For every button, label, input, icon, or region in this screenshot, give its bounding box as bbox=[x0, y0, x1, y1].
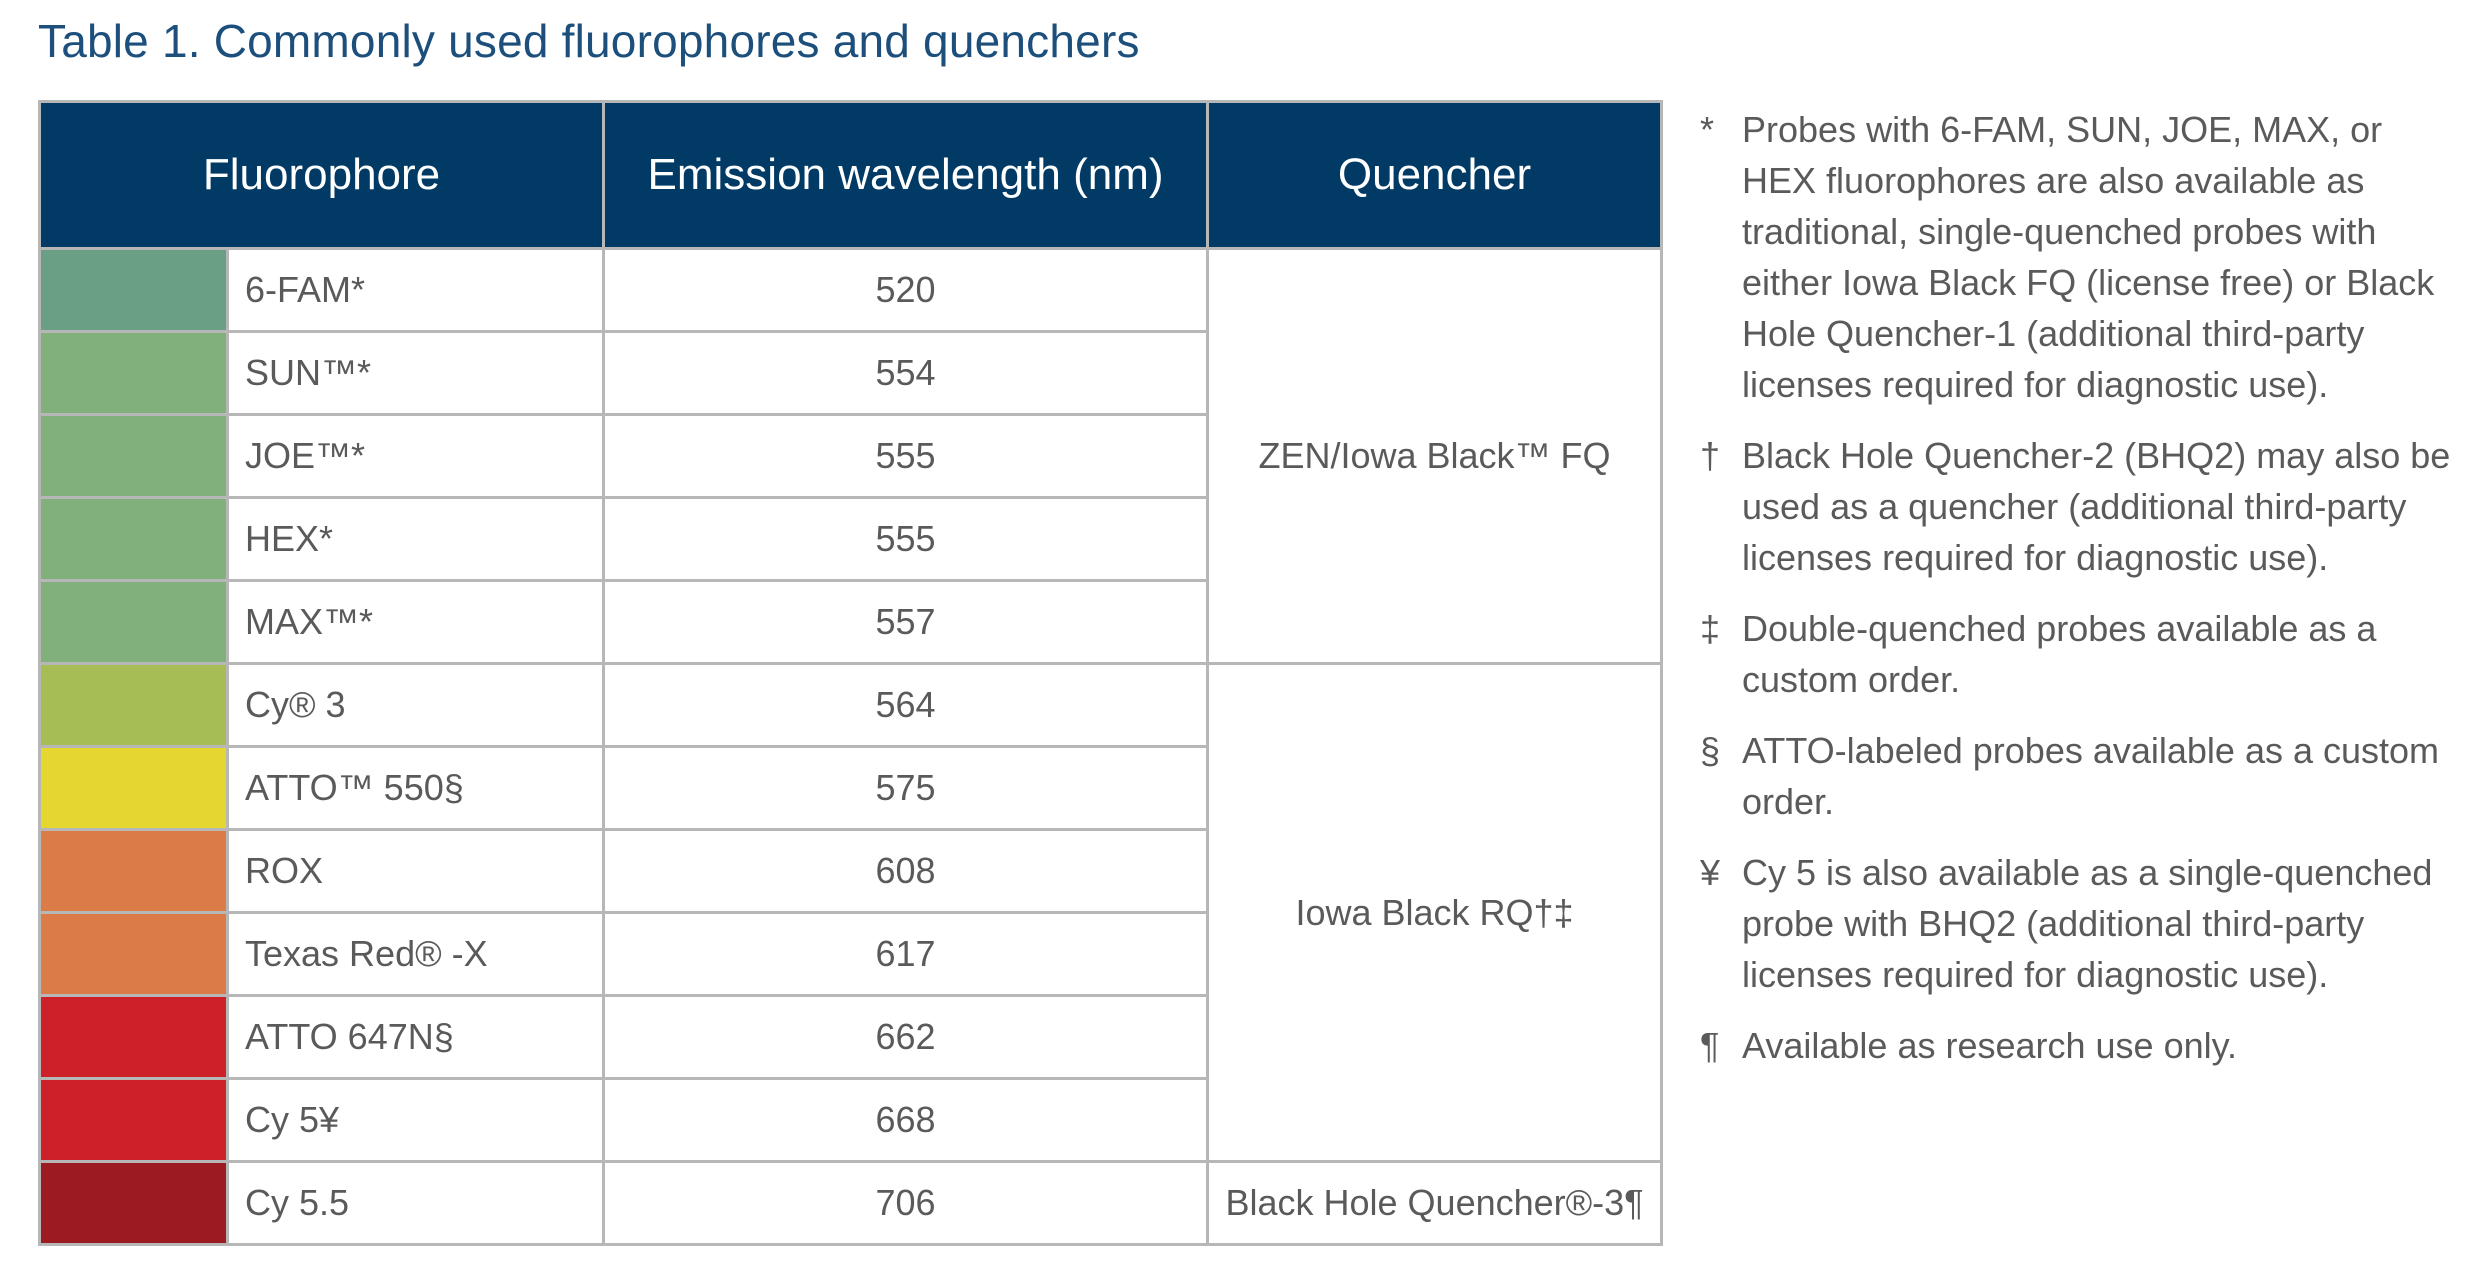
header-quencher: Quencher bbox=[1208, 102, 1662, 249]
emission-value: 706 bbox=[604, 1162, 1208, 1245]
color-swatch bbox=[40, 498, 228, 581]
emission-value: 564 bbox=[604, 664, 1208, 747]
fluorophore-table bbox=[38, 100, 1663, 1246]
footnote-symbol: ¶ bbox=[1700, 1025, 1720, 1066]
footnote-text: Available as research use only. bbox=[1742, 1025, 2237, 1066]
header-fluorophore: Fluorophore bbox=[40, 102, 604, 249]
emission-value: 557 bbox=[604, 581, 1208, 664]
emission-value: 575 bbox=[604, 747, 1208, 830]
fluorophore-name: JOE™* bbox=[228, 415, 604, 498]
table-row bbox=[40, 664, 1662, 747]
footnote-symbol: † bbox=[1700, 435, 1721, 476]
emission-value: 555 bbox=[604, 415, 1208, 498]
footnote-text: Cy 5 is also available as a single-quenched probe with BHQ2 (additional third-party licenses required for diagnostic use). bbox=[1742, 852, 2433, 995]
table-title: Table 1. Commonly used fluorophores and quenchers bbox=[38, 15, 1140, 67]
fluorophore-name: ROX bbox=[228, 830, 604, 913]
color-swatch bbox=[40, 332, 228, 415]
fluorophore-name: ATTO™ 550§ bbox=[228, 747, 604, 830]
footnotes bbox=[1700, 104, 2460, 1091]
color-swatch bbox=[40, 747, 228, 830]
color-swatch bbox=[40, 415, 228, 498]
color-swatch bbox=[40, 1162, 228, 1245]
footnote-text: Double-quenched probes available as a custom order. bbox=[1742, 608, 2377, 700]
footnote-symbol: * bbox=[1700, 109, 1715, 150]
table-row bbox=[40, 1162, 1662, 1245]
color-swatch bbox=[40, 581, 228, 664]
emission-value: 520 bbox=[604, 249, 1208, 332]
table-row bbox=[40, 249, 1662, 332]
footnote-text: ATTO-labeled probes available as a custom order. bbox=[1742, 730, 2440, 822]
fluorophore-name: Cy 5.5 bbox=[228, 1162, 604, 1245]
emission-value: 608 bbox=[604, 830, 1208, 913]
footnote bbox=[1700, 603, 2460, 705]
fluorophore-table-wrapper bbox=[38, 100, 1660, 1244]
color-swatch bbox=[40, 1079, 228, 1162]
footnote-text: Probes with 6-FAM, SUN, JOE, MAX, or HEX fluorophores are also available as traditional, single-quenched probes with either Iowa Black FQ (license free) or Black Hole Quencher-1 (additional third-party licenses required for diagnostic use). bbox=[1742, 109, 2435, 405]
emission-value: 555 bbox=[604, 498, 1208, 581]
color-swatch bbox=[40, 249, 228, 332]
footnote-symbol: ¥ bbox=[1700, 852, 1721, 893]
quencher-cell: Iowa Black RQ†‡ bbox=[1208, 664, 1662, 1162]
footnote-symbol: § bbox=[1700, 730, 1721, 771]
footnote bbox=[1700, 104, 2460, 410]
footnote bbox=[1700, 725, 2460, 827]
color-swatch bbox=[40, 996, 228, 1079]
fluorophore-name: HEX* bbox=[228, 498, 604, 581]
footnote bbox=[1700, 430, 2460, 583]
footnote bbox=[1700, 847, 2460, 1000]
fluorophore-name: Texas Red® -X bbox=[228, 913, 604, 996]
header-emission-wavelength: Emission wavelength (nm) bbox=[604, 102, 1208, 249]
emission-value: 617 bbox=[604, 913, 1208, 996]
emission-value: 554 bbox=[604, 332, 1208, 415]
fluorophore-name: SUN™* bbox=[228, 332, 604, 415]
quencher-cell: Black Hole Quencher®-3¶ bbox=[1208, 1162, 1662, 1245]
fluorophore-name: 6-FAM* bbox=[228, 249, 604, 332]
quencher-cell: ZEN/Iowa Black™ FQ bbox=[1208, 249, 1662, 664]
color-swatch bbox=[40, 830, 228, 913]
color-swatch bbox=[40, 913, 228, 996]
emission-value: 662 bbox=[604, 996, 1208, 1079]
emission-value: 668 bbox=[604, 1079, 1208, 1162]
footnote-symbol: ‡ bbox=[1700, 608, 1721, 649]
footnote bbox=[1700, 1020, 2460, 1071]
footnote-text: Black Hole Quencher-2 (BHQ2) may also be used as a quencher (additional third-party licenses required for diagnostic use). bbox=[1742, 435, 2451, 578]
fluorophore-name: MAX™* bbox=[228, 581, 604, 664]
fluorophore-name: ATTO 647N§ bbox=[228, 996, 604, 1079]
fluorophore-name: Cy 5¥ bbox=[228, 1079, 604, 1162]
table-header-row bbox=[40, 102, 1662, 249]
color-swatch bbox=[40, 664, 228, 747]
fluorophore-name: Cy® 3 bbox=[228, 664, 604, 747]
